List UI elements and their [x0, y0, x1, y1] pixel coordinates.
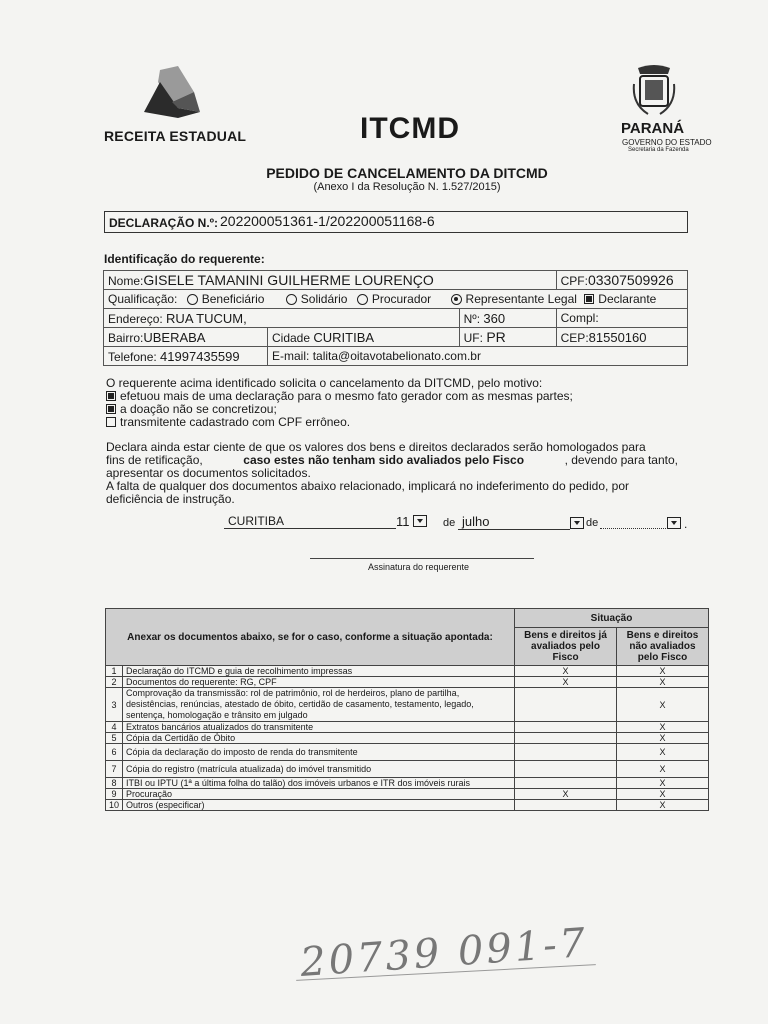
row-text: Procuração — [123, 789, 515, 800]
declara-line-2-bold: caso estes não tenham sido avaliados pelo Fisco — [243, 453, 525, 467]
row-number: 8 — [106, 778, 123, 789]
reasons-intro: O requerente acima identificado solicita o cancelamento da DITCMD, pelo motivo: — [106, 376, 543, 390]
date-de-2: de — [586, 517, 599, 529]
row-mark-a — [515, 688, 617, 722]
bairro-field[interactable]: UBERABA — [143, 329, 206, 345]
row-mark-b: X — [617, 666, 709, 677]
table-row — [106, 722, 709, 733]
date-year-field[interactable] — [600, 528, 666, 529]
row-text: Cópia do registro (matrícula atualizada) do imóvel transmitido — [123, 761, 515, 778]
handwritten-protocol: 20739 091-7 — [298, 920, 590, 986]
declaration-number[interactable]: 202200051361-1/202200051168-6 — [220, 213, 435, 229]
phone-label: Telefone: — [108, 349, 157, 364]
checkbox-declarante[interactable] — [584, 294, 594, 304]
declaration-box — [104, 211, 688, 233]
date-city: CURITIBA — [228, 514, 285, 528]
radio-procurador-label: Procurador — [371, 292, 432, 306]
row-mark-a — [515, 722, 617, 733]
table-row — [106, 778, 709, 789]
row-mark-a: X — [515, 666, 617, 677]
city-field[interactable]: CURITIBA — [313, 329, 375, 345]
radio-solidario-label: Solidário — [300, 292, 348, 306]
cep-label: CEP: — [560, 330, 589, 345]
table-row — [106, 789, 709, 800]
date-day-text: 11 — [396, 514, 410, 529]
row-number: 9 — [106, 789, 123, 800]
row-number: 4 — [106, 722, 123, 733]
date-de-1: de — [443, 517, 456, 529]
row-number: 1 — [106, 666, 123, 677]
row-mark-a — [515, 733, 617, 744]
row-text: Extratos bancários atualizados do transmitente — [123, 722, 515, 733]
declaration-text — [106, 441, 678, 506]
row-mark-b: X — [617, 677, 709, 688]
date-city-field[interactable] — [224, 514, 396, 529]
row-number: 10 — [106, 800, 123, 811]
row-mark-b: X — [617, 722, 709, 733]
governo-label: GOVERNO DO ESTADO — [622, 138, 712, 147]
form-subtitle: PEDIDO DE CANCELAMENTO DA DITCMD — [266, 165, 548, 181]
row-text: Declaração do ITCMD e guia de recolhimento impressas — [123, 666, 515, 677]
address-field[interactable]: RUA TUCUM, — [166, 310, 247, 326]
row-mark-b: X — [617, 744, 709, 761]
row-mark-a — [515, 800, 617, 811]
table-row — [106, 761, 709, 778]
secretaria-label: Secretaria da Fazenda — [628, 147, 689, 153]
row-mark-b: X — [617, 778, 709, 789]
radio-beneficiario-label: Beneficiário — [201, 292, 265, 306]
table-row — [106, 744, 709, 761]
receita-estadual-label: RECEITA ESTADUAL — [104, 128, 247, 144]
date-month: julho — [462, 514, 490, 529]
row-number: 7 — [106, 761, 123, 778]
declara-line-1: Declara ainda estar ciente de que os valores dos bens e direitos declarados serão homologados para — [106, 440, 646, 454]
radio-procurador[interactable] — [357, 294, 368, 305]
declara-line-5: deficiência de instrução. — [106, 492, 235, 506]
row-number: 2 — [106, 677, 123, 688]
row-mark-b: X — [617, 789, 709, 800]
requester-section-label: Identificação do requerente: — [104, 252, 265, 266]
radio-beneficiario[interactable] — [187, 294, 198, 305]
phone-field[interactable]: 41997435599 — [160, 348, 240, 364]
parana-coat-of-arms-icon — [630, 64, 678, 118]
table-row — [106, 666, 709, 677]
row-number: 3 — [106, 688, 123, 722]
table-row — [106, 688, 709, 722]
col-avaliados-header: Bens e direitos já avaliados pelo Fisco — [515, 628, 617, 666]
reasons-block — [106, 377, 696, 429]
row-mark-a: X — [515, 789, 617, 800]
row-mark-b: X — [617, 761, 709, 778]
declara-line-4: A falta de qualquer dos documentos abaixo relacionado, implicará no indeferimento do pedido, por — [106, 479, 630, 493]
declara-line-2-pre: fins de retificação, — [106, 453, 203, 467]
row-mark-a — [515, 778, 617, 789]
date-dot: . — [684, 517, 688, 531]
row-text: Cópia da declaração do imposto de renda do transmitente — [123, 744, 515, 761]
month-dropdown-icon[interactable] — [570, 515, 584, 533]
radio-representante-label: Representante Legal — [465, 292, 577, 306]
signature-label: Assinatura do requerente — [368, 562, 470, 572]
row-mark-a — [515, 744, 617, 761]
name-label: Nome: — [108, 274, 144, 288]
row-text: ITBI ou IPTU (1ª a última folha do talão) dos imóveis urbanos e ITR dos imóveis rurais — [123, 778, 515, 789]
row-text: Comprovação da transmissão: rol de patrimônio, rol de herdeiros, plano de partilha, desistências, renúncias, atestado de óbito, certidão de casamento, testamento, legado, sentença, homologação e trânsito em julgado — [123, 688, 515, 722]
table-row — [106, 800, 709, 811]
row-mark-b: X — [617, 733, 709, 744]
city-label: Cidade — [272, 330, 311, 345]
email-label: E-mail: — [272, 349, 310, 363]
name-field[interactable]: GISELE TAMANINI GUILHERME LOURENÇO — [143, 272, 434, 288]
number-field[interactable]: 360 — [483, 310, 506, 326]
page-title: ITCMD — [360, 112, 460, 145]
row-mark-a — [515, 761, 617, 778]
cpf-field[interactable]: 03307509926 — [587, 272, 674, 288]
parana-label: PARANÁ — [621, 120, 685, 137]
row-text: Outros (especificar) — [123, 800, 515, 811]
table-row — [106, 733, 709, 744]
compl-label: Compl: — [560, 311, 599, 325]
uf-field[interactable]: PR — [486, 329, 506, 345]
row-number: 6 — [106, 744, 123, 761]
col-nao-avaliados-header: Bens e direitos não avaliados pelo Fisco — [617, 628, 709, 666]
year-dropdown-icon[interactable] — [667, 515, 681, 533]
uf-label: UF: — [463, 331, 483, 345]
bairro-label: Bairro: — [108, 330, 144, 345]
documents-header: Anexar os documentos abaixo, se for o caso, conforme a situação apontada: — [106, 609, 515, 666]
reason-3-label: transmitente cadastrado com CPF errôneo. — [120, 415, 351, 429]
reason-1-label: efetuou mais de uma declaração para o mesmo fato gerador com as mesmas partes; — [120, 389, 573, 403]
situacao-header: Situação — [515, 609, 709, 628]
reason-3-checkbox[interactable] — [106, 417, 116, 427]
row-text: Documentos do requerente: RG, CPF — [123, 677, 515, 688]
radio-solidario[interactable] — [286, 294, 297, 305]
checkbox-declarante-label: Declarante — [598, 292, 657, 306]
signature-line[interactable] — [310, 558, 534, 559]
table-row — [106, 677, 709, 688]
declara-line-2-post: , devendo para tanto, — [564, 453, 678, 467]
declara-line-3: apresentar os documentos solicitados. — [106, 466, 311, 480]
qualification-label: Qualificação: — [108, 292, 178, 306]
day-dropdown-icon[interactable] — [413, 515, 427, 527]
form-resolution-note: (Anexo I da Resolução N. 1.527/2015) — [313, 181, 501, 193]
email-field[interactable]: talita@oitavotabelionato.com.br — [312, 349, 481, 363]
row-number: 5 — [106, 733, 123, 744]
declaration-label: DECLARAÇÃO N.º: — [109, 216, 219, 230]
date-month-field[interactable] — [458, 514, 570, 530]
row-text: Cópia da Certidão de Óbito — [123, 733, 515, 744]
documents-table — [105, 608, 709, 811]
receita-logo — [138, 62, 206, 124]
date-day — [396, 514, 427, 529]
address-label: Endereço: — [108, 311, 163, 326]
number-label: Nº: — [463, 311, 481, 326]
row-mark-b: X — [617, 688, 709, 722]
row-mark-a: X — [515, 677, 617, 688]
requester-table — [103, 270, 688, 366]
radio-representante-legal[interactable] — [451, 294, 462, 305]
cep-field[interactable]: 81550160 — [588, 329, 647, 345]
reason-2-label: a doação não se concretizou; — [120, 402, 277, 416]
reason-2-checkbox[interactable] — [106, 404, 116, 414]
cpf-label: CPF: — [560, 274, 588, 288]
reason-1-checkbox[interactable] — [106, 391, 116, 401]
row-mark-b: X — [617, 800, 709, 811]
